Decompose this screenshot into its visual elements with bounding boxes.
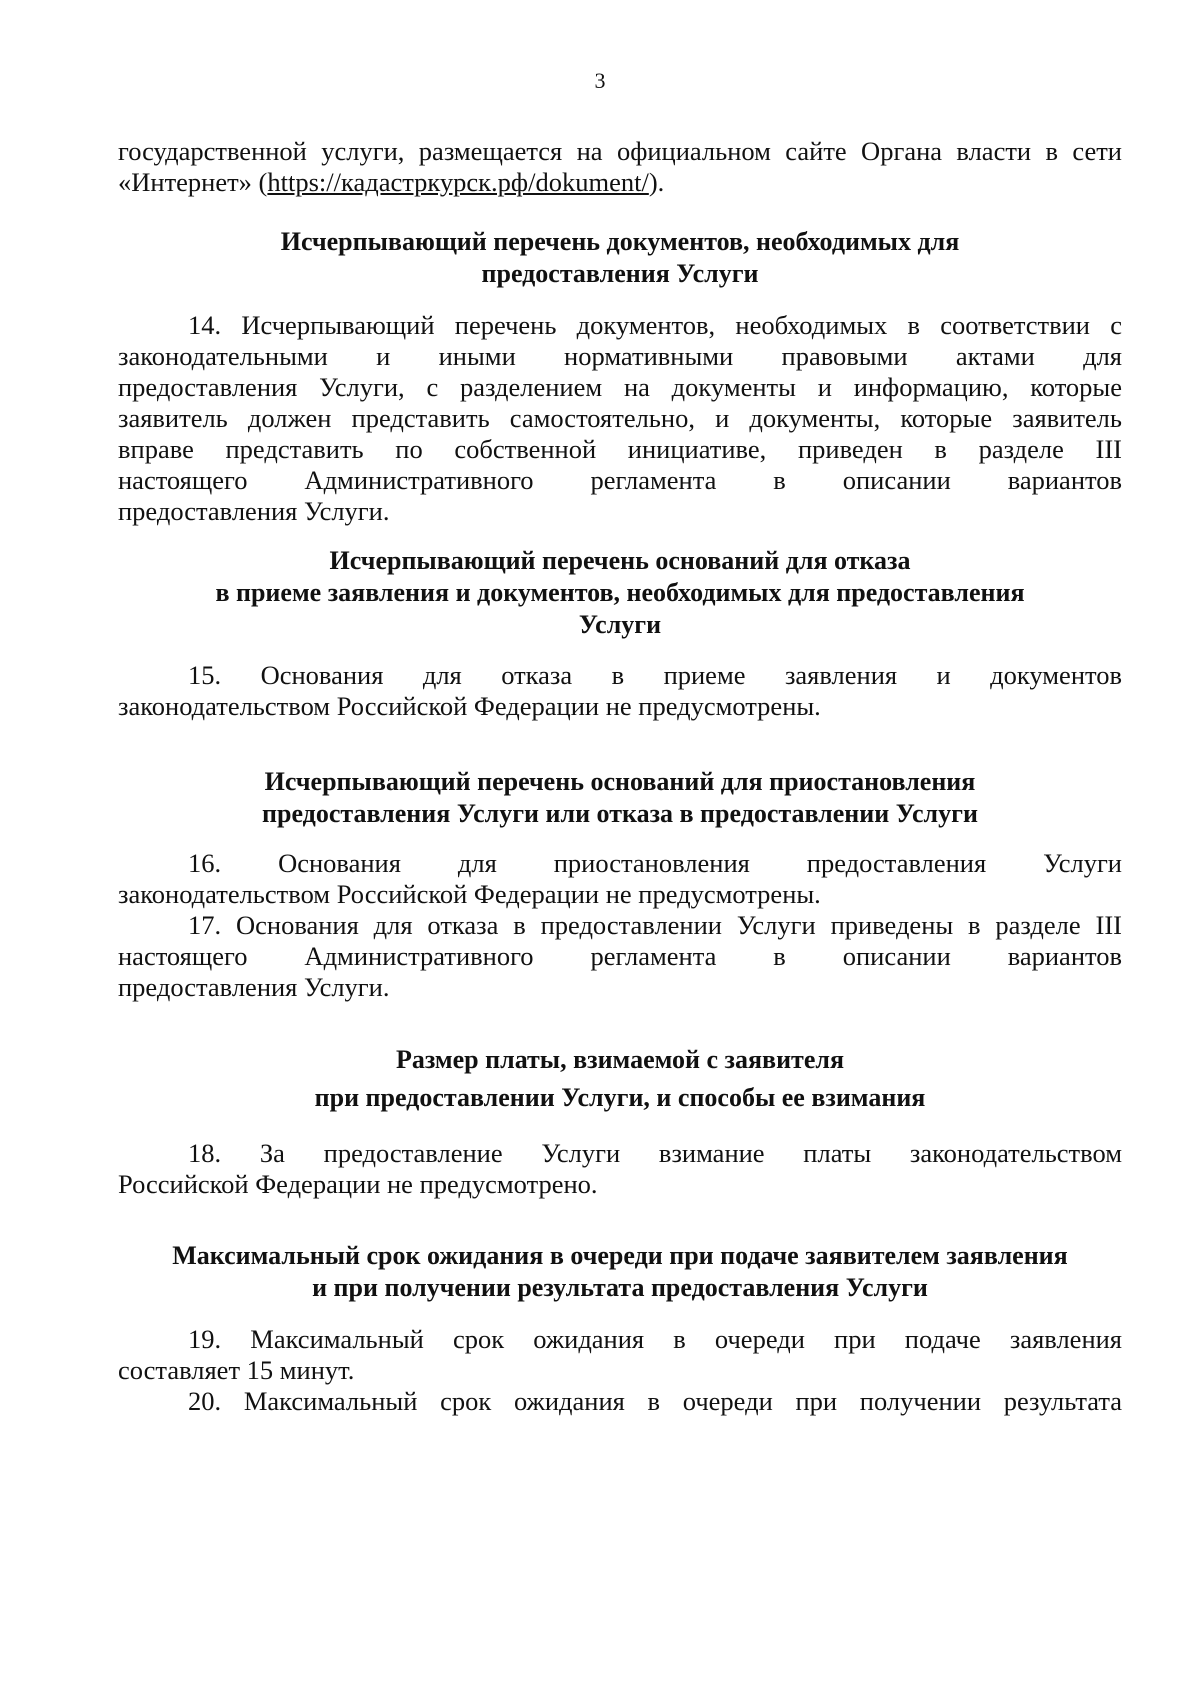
paragraph-19 [118, 1324, 1122, 1386]
website-link[interactable]: https://кадастркурск.рф/dokument/ [267, 167, 649, 197]
intro-line-1: государственной услуги, размещается на официальном сайте Органа власти в сети [118, 136, 1122, 166]
paragraph-line: предоставления Услуги. [118, 496, 390, 526]
paragraph-14 [118, 310, 1122, 527]
paragraph-line: предоставления Услуги, с разделением на документы и информацию, которые [118, 372, 1122, 402]
section-heading-documents [118, 226, 1122, 290]
heading-line: Исчерпывающий перечень документов, необходимых для [280, 227, 960, 256]
section-heading-fee [118, 1041, 1122, 1117]
paragraph-line: законодательством Российской Федерации не предусмотрены. [118, 691, 821, 721]
section-heading-suspension [118, 766, 1122, 830]
section-heading-queue [118, 1240, 1122, 1304]
paragraph-16 [118, 848, 1122, 910]
paragraph-18 [118, 1138, 1122, 1200]
heading-line: предоставления Услуги [481, 259, 759, 288]
paragraph-17 [118, 910, 1122, 1003]
heading-line: в приеме заявления и документов, необходимых для предоставления [215, 578, 1025, 607]
paragraph-line: 14. Исчерпывающий перечень документов, необходимых в соответствии с [188, 310, 1122, 340]
paragraph-15 [118, 660, 1122, 722]
paragraph-line: настоящего Административного регламента в описании вариантов [118, 941, 1122, 971]
heading-line: и при получении результата предоставления Услуги [312, 1273, 928, 1302]
paragraph-line: 18. За предоставление Услуги взимание платы законодательством [188, 1138, 1122, 1168]
paragraph-line: заявитель должен представить самостоятельно, и документы, которые заявитель [118, 403, 1122, 433]
paragraph-line: 20. Максимальный срок ожидания в очереди при получении результата [188, 1386, 1122, 1416]
section-heading-refusal-reception [118, 545, 1122, 641]
page-number: 3 [594, 68, 606, 93]
paragraph-line: предоставления Услуги. [118, 972, 390, 1002]
paragraph-line: 15. Основания для отказа в приеме заявления и документов [188, 660, 1122, 690]
paragraph-line: 17. Основания для отказа в предоставлении Услуги приведены в разделе III [188, 910, 1122, 940]
paragraph-line: законодательными и иными нормативными правовыми актами для [118, 341, 1122, 371]
intro-line-2-prefix: «Интернет» ( [118, 167, 268, 197]
heading-line: Размер платы, взимаемой с заявителя [395, 1045, 845, 1074]
intro-line-2-suffix: ). [648, 167, 665, 197]
paragraph-line: 19. Максимальный срок ожидания в очереди при подаче заявления [188, 1324, 1122, 1354]
paragraph-line: настоящего Административного регламента в описании вариантов [118, 465, 1122, 495]
paragraph-line: Российской Федерации не предусмотрено. [118, 1169, 598, 1199]
paragraph-line: 16. Основания для приостановления предоставления Услуги [188, 848, 1122, 878]
heading-line: Исчерпывающий перечень оснований для отказа [329, 546, 911, 575]
intro-line-2 [118, 167, 1122, 198]
heading-line: Максимальный срок ожидания в очереди при подаче заявителем заявления [172, 1241, 1068, 1270]
paragraph-line: законодательством Российской Федерации не предусмотрены. [118, 879, 821, 909]
heading-line: Исчерпывающий перечень оснований для приостановления [264, 767, 976, 796]
intro-paragraph [118, 136, 1122, 198]
paragraph-20 [118, 1386, 1122, 1417]
heading-line: при предоставлении Услуги, и способы ее взимания [314, 1083, 926, 1112]
heading-line: предоставления Услуги или отказа в предоставлении Услуги [262, 799, 978, 828]
paragraph-line: составляет 15 минут. [118, 1355, 355, 1385]
paragraph-line: вправе представить по собственной инициативе, приведен в разделе III [118, 434, 1122, 464]
heading-line: Услуги [578, 610, 662, 639]
